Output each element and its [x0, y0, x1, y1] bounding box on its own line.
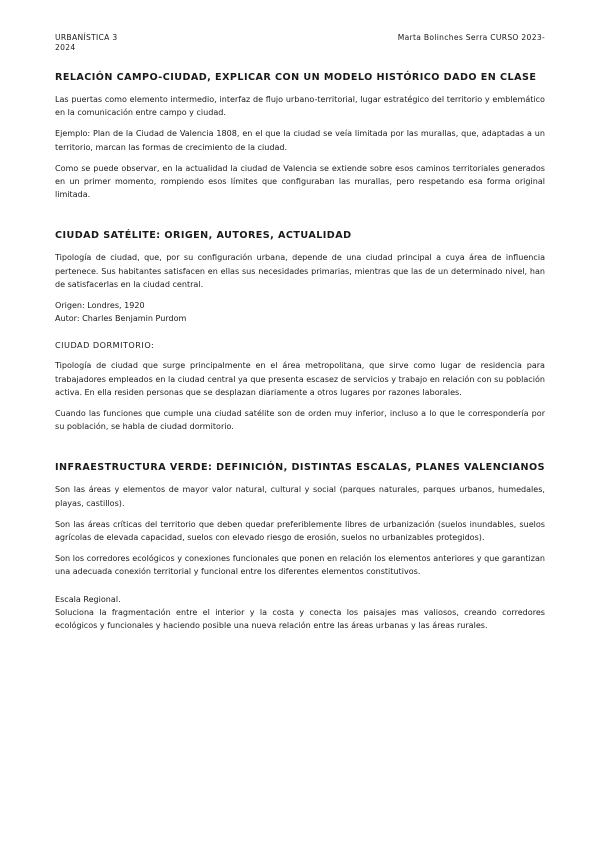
section-title-infraestructura-verde: INFRAESTRUCTURA VERDE: DEFINICIÓN, DISTINTAS ESCALAS, PLANES VALENCIANOS: [55, 462, 545, 474]
paragraph: Ejemplo: Plan de la Ciudad de Valencia 1808, en el que la ciudad se veía limitada por las murallas, que, adaptadas a un territorio, marcan las formas de crecimiento de la ciudad.: [55, 129, 545, 152]
header-course: [55, 33, 175, 53]
scale-label: Escala Regional.: [55, 594, 121, 604]
header-course-name: URBANÍSTICA 3: [55, 33, 118, 42]
header-course-year: 2024: [55, 43, 76, 52]
paragraph: Como se puede observar, en la actualidad la ciudad de Valencia se extiende sobre esos caminos territoriales generados en un primer momento, rompiendo esos límites que configuraban las murallas, pero respetando esa forma original limitada.: [55, 163, 545, 200]
document-body: [55, 71, 545, 632]
section-title-ciudad-satelite: CIUDAD SATÉLITE: ORIGEN, AUTORES, ACTUALIDAD: [55, 230, 352, 242]
paragraph: Cuando las funciones que cumple una ciudad satélite son de orden muy inferior, incluso a lo que le correspondería por su población, se habla de ciudad dormitorio.: [55, 409, 545, 432]
paragraph: Soluciona la fragmentación entre el interior y la costa y conecta los paisajes mas valiosos, creando corredores ecológicos y funcionales y haciendo posible una nueva relación entre las áreas urbanas y las áreas rurales.: [55, 607, 545, 631]
paragraph: Tipología de ciudad que surge principalmente en el área metropolitana, que sirve como lugar de residencia para trabajadores empleados en la ciudad central ya que presenta escasez de servicios y trabajo en relación con su población activa. En ella residen personas que se desplazan diariamente a otros lugares por razones laborales.: [55, 361, 545, 397]
header-author: Marta Bolinches Serra CURSO 2023-: [397, 33, 545, 42]
paragraph: Las puertas como elemento intermedio, interfaz de flujo urbano-territorial, lugar estratégico del territorio y emblemático en la comunicación entre campo y ciudad.: [55, 95, 545, 118]
author-line: Autor: Charles Benjamin Purdom: [55, 314, 187, 324]
paragraph: Son las áreas y elementos de mayor valor natural, cultural y social (parques naturales, parques urbanos, humedales, playas, castillos).: [55, 485, 545, 508]
paragraph: Tipología de ciudad, que, por su configuración urbana, depende de una ciudad principal a cuya área de influencia pertenece. Sus habitantes satisfacen en ellas sus necesidades primarias, mientras que las de un determinado nivel, han de satisfacerlas en la ciudad central.: [55, 253, 545, 289]
section-title-campo-ciudad: RELACIÓN CAMPO-CIUDAD, EXPLICAR CON UN MODELO HISTÓRICO DADO EN CLASE: [55, 72, 537, 83]
paragraph: Son las áreas críticas del territorio que deben quedar preferiblemente libres de urbanización (suelos inundables, suelos agrícolas de elevada capacidad, suelos con elevado riesgo de erosión, suelos no urbanizables protegidos).: [55, 519, 545, 543]
origin-line: Origen: Londres, 1920: [55, 301, 145, 311]
subsection-title-ciudad-dormitorio: CIUDAD DORMITORIO:: [55, 340, 155, 351]
paragraph: Son los corredores ecológicos y conexiones funcionales que ponen en relación los elementos anteriores y que garantizan una adecuada conexión territorial y funcional entre los diferentes elementos constitutivos.: [55, 554, 545, 577]
